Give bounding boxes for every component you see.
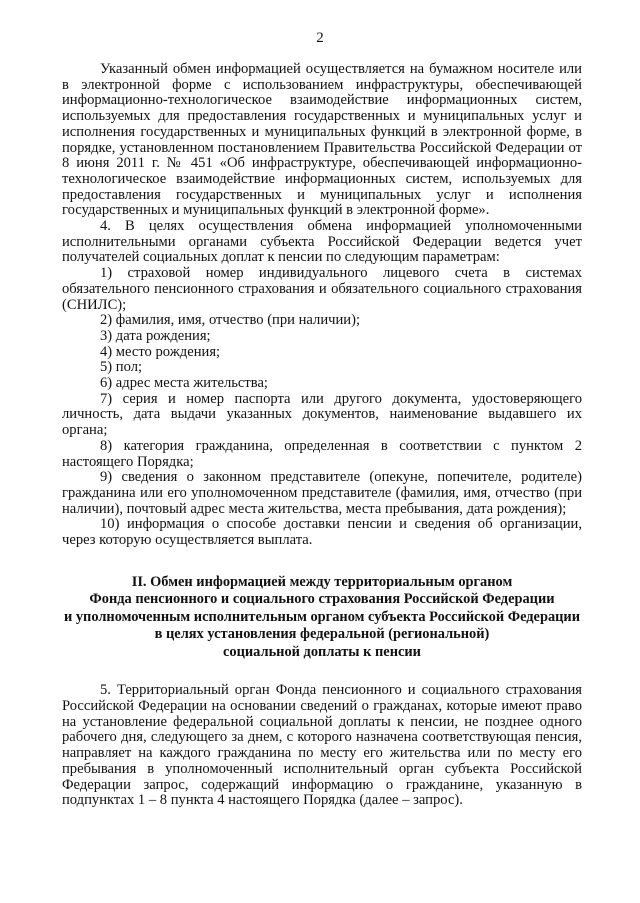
list-item-address: 6) адрес места жительства; [100, 375, 268, 392]
section-heading-line: и уполномоченным исполнительным органом субъекта Российской Федерации [63, 608, 581, 625]
section-heading-line: социальной доплаты к пенсии [223, 643, 421, 660]
list-item-full-name: 2) фамилия, имя, отчество (при наличии); [100, 312, 361, 329]
list-item-delivery: 10) информация о способе доставки пенсии и сведения об организации, через которую осуществляется выплата. [62, 516, 582, 549]
paragraph-item-5: 5. Территориальный орган Фонда пенсионного и социального страхования Российской Федерации на основании сведений о гражданах, которые имеют право на установление федеральной социальной доплаты к пенсии, не позднее одного рабочего дня, следующего за днем, с которого назначена соответствующая пенсия, направляет на каждого гражданина по месту его жительства или по месту его пребывания в уполномоченный исполнительный орган субъекта Российской Федерации запрос, содержащий информацию о гражданине, указанную в подпунктах 1 – 8 пункта 4 настоящего Порядка (далее – запрос). [62, 682, 582, 809]
paragraph-item-4: 4. В целях осуществления обмена информацией уполномоченными исполнительными органами субъекта Российской Федерации ведется учет получателей социальных доплат к пенсии по следующим параметрам: [62, 218, 582, 266]
section-heading-line: в целях установления федеральной (региональной) [154, 626, 490, 643]
page-number: 2 [316, 30, 324, 46]
list-item-snils: 1) страховой номер индивидуального лицевого счета в системах обязательного пенсионного страхования и обязательного социального страхования (СНИЛС); [62, 265, 582, 313]
list-item-sex: 5) пол; [100, 359, 143, 376]
section-heading [62, 574, 582, 662]
section-heading-line: Фонда пенсионного и социального страхования Российской Федерации [89, 591, 555, 608]
list-item-birth-place: 4) место рождения; [100, 343, 221, 360]
section-heading-line: II. Обмен информацией между территориальным органом [131, 573, 513, 590]
list-item-passport: 7) серия и номер паспорта или другого документа, удостоверяющего личность, дата выдачи указанных документов, наименование выдавшего их органа; [62, 390, 582, 439]
list-item-representative: 9) сведения о законном представителе (опекуне, попечителе, родителе) гражданина или его уполномоченном представителе (фамилия, имя, отчество (при наличии), почтовый адрес места жительства, места пребывания, дата рождения); [62, 469, 582, 517]
document-body [62, 62, 582, 809]
list-item-category: 8) категория гражданина, определенная в соответствии с пунктом 2 настоящего Порядка; [62, 437, 582, 470]
list-item-birth-date: 3) дата рождения; [100, 327, 211, 344]
paragraph-exchange-method: Указанный обмен информацией осуществляется на бумажном носителе или в электронной форме с использованием инфраструктуры, обеспечивающей информационно-технологическое взаимодействие информационных систем, используемых для предоставления государственных и муниципальных услуг и исполнения государственных и муниципальных функций в электронной форме, в порядке, установленном постановлением Правительства Российской Федерации от 8 июня 2011 г. № 451 «Об инфраструктуре, обеспечивающей информационно-технологическое взаимодействие информационных систем, используемых для предоставления государственных и муниципальных услуг и исполнения государственных и муниципальных функций в электронной форме». [62, 61, 582, 219]
